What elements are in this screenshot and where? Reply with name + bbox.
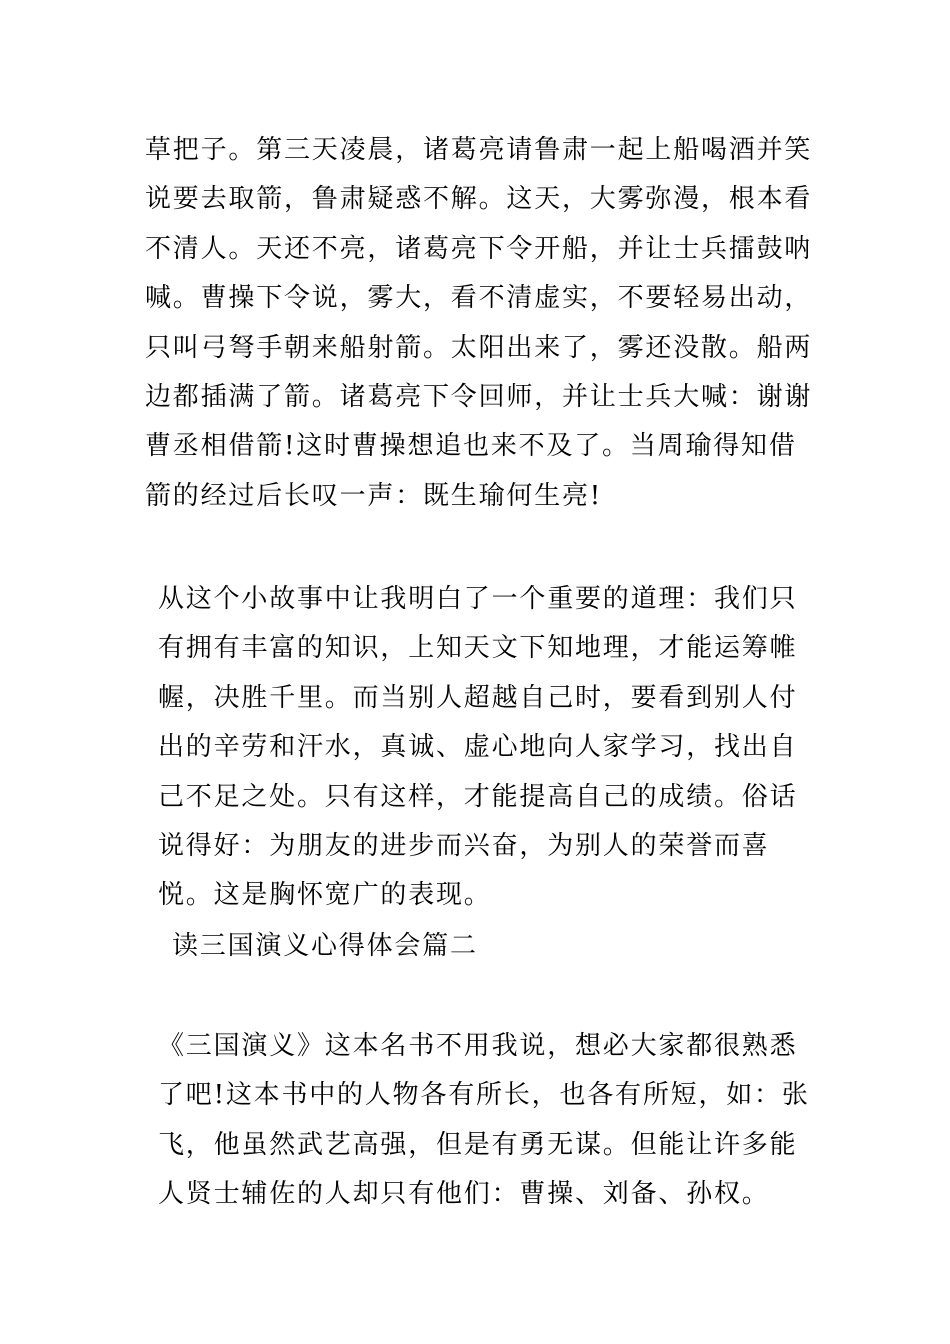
paragraph-lesson: 从这个小故事中让我明白了一个重要的道理：我们只有拥有丰富的知识，上知天文下知地理，才能运筹帷幄，决胜千里。而当别人超越自己时，要看到别人付出的辛劳和汗水，真诚、虚心地向人家学习，找出自己不足之处。只有这样，才能提高自己的成绩。俗话说得好：为朋友的进步而兴奋，为别人的荣誉而喜悦。这是胸怀宽广的表现。: [158, 584, 798, 911]
paragraph-story-ending: 草把子。第三天凌晨，诸葛亮请鲁肃一起上船喝酒并笑说要去取箭，鲁肃疑惑不解。这天，大雾弥漫，根本看不清人。天还不亮，诸葛亮下令开船，并让士兵擂鼓呐喊。曹操下令说，雾大，看不清虚实，不要轻易出动，只叫弓弩手朝来船射箭。太阳出来了，雾还没散。船两边都插满了箭。诸葛亮下令回师，并让士兵大喊：谢谢曹丞相借箭!这时曹操想追也来不及了。当周瑜得知借箭的经过后长叹一声：既生瑜何生亮!: [145, 135, 813, 511]
paragraph-intro-part-two: 《三国演义》这本名书不用我说，想必大家都很熟悉了吧!这本书中的人物各有所长，也各有所短，如：张飞，他虽然武艺高强，但是有勇无谋。但能让许多能人贤士辅佐的人却只有他们：曹操、刘备、孙权。: [158, 1031, 810, 1210]
section-heading: 读三国演义心得体会篇二: [172, 931, 478, 961]
